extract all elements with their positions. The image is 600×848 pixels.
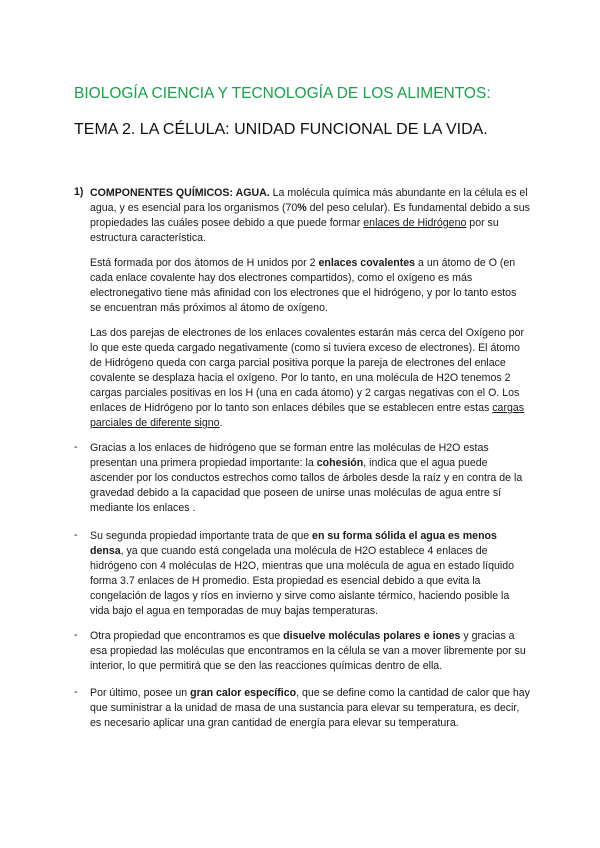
bullet-item-density <box>90 529 530 619</box>
section-number: 1) <box>74 186 84 198</box>
bullet-4-bold: gran calor específico <box>190 687 297 699</box>
bullet-3-post: y gracias a esa propiedad las moléculas que encontramos en la célula se van a mover libremente por su interior, lo que permitirá que se den las reacciones químicas dentro de ella. <box>90 630 526 672</box>
section1-p3-end: . <box>219 417 223 429</box>
bullet-dash: - <box>74 686 78 698</box>
bullet-item-cohesion <box>90 441 530 516</box>
bullet-item-solvent <box>90 629 530 674</box>
bullet-dash: - <box>74 529 78 541</box>
section1-p1-text3: por su estructura característica. <box>90 217 499 244</box>
bullet-3-bold: disuelve moléculas polares e iones <box>283 630 461 642</box>
bullet-2-pre: Su segunda propiedad importante trata de que <box>90 530 313 542</box>
document-title: BIOLOGÍA CIENCIA Y TECNOLOGÍA DE LOS ALIMENTOS: <box>74 85 491 102</box>
bullet-1-pre: Gracias a los enlaces de hidrógeno que se forman entre las moléculas de H2O estas presentan una primera propiedad importante: la <box>90 442 489 469</box>
section1-paragraph-3 <box>90 326 530 431</box>
bullet-1-bold: cohesión <box>316 457 364 469</box>
section1-paragraph-2 <box>90 256 530 316</box>
bullet-4-post: , que se define como la cantidad de calor que hay que suministrar a la unidad de masa de una sustancia para elevar su temperatura, es decir, es necesario aplicar una gran cantidad de energía para elevar su temperatura. <box>90 687 530 729</box>
section1-p1-bold: % <box>297 202 307 214</box>
bullet-dash: - <box>74 441 78 453</box>
partial-charges-link: cargas parciales de diferente signo <box>90 402 525 429</box>
section1-paragraph-1 <box>90 186 530 246</box>
bullet-item-specific-heat <box>90 686 530 731</box>
bullet-dash: - <box>74 629 78 641</box>
bullet-4-pre: Por último, posee un <box>90 687 191 699</box>
bullet-2-post: , ya que cuando está congelada una molécula de H2O establece 4 enlaces de hidrógeno con 4 moléculas de H2O, mientras que una molécula de agua en estado líquido forma 3.7 enlaces de H promedio. Esta propiedad es esencial debido a que evita la congelación de lagos y ríos en invierno y sirve como aislante térmico, haciendo posible la vida bajo el agua en temporadas de muy bajas temperaturas. <box>90 545 515 617</box>
section1-p1-text2: del peso celular). Es fundamental debido a sus propiedades las cuáles posee debido a que puede formar <box>90 202 530 229</box>
section1-p3-text: Las dos parejas de electrones de los enlaces covalentes estarán más cerca del Oxígeno por lo que este queda cargado negativamente (como si tuviera exceso de electrones). El átomo de Hidrógeno queda con carga parcial positiva porque la pareja de electrones del enlace covalente se desplaza hacia el oxígeno. Por lo tanto, en una molécula de H2O tenemos 2 cargas parciales positivas en los H (una en cada átomo) y 2 cargas negativas con el O. Los enlaces de Hidrógeno por lo tanto son enlaces débiles que se establecen entre estas <box>90 327 525 414</box>
section1-p2-bold: enlaces covalentes <box>318 257 416 269</box>
section1-p1-text: La molécula química más abundante en la célula es el agua, y es esencial para los organismos (70 <box>90 187 528 214</box>
hydrogen-bond-link: enlaces de Hidrógeno <box>363 217 467 229</box>
section1-p2-text2: a un átomo de O (en cada enlace covalente hay dos electrones compartidos), como el oxígeno es más electronegativo tiene más afinidad con los electrones que el hidrógeno, y por lo tanto estos se encuentran más próximos al átomo de oxígeno. <box>90 257 517 314</box>
bullet-2-bold: en su forma sólida el agua es menos densa <box>90 530 497 557</box>
section1-p2-text: Está formada por dos átomos de H unidos por 2 <box>90 257 319 269</box>
section1-heading: COMPONENTES QUÍMICOS: AGUA. <box>90 187 270 199</box>
bullet-1-post: , indica que el agua puede ascender por los conductos estrechos como tallos de árboles desde la raíz y en contra de la gravedad debido a la capacidad que poseen de unirse unas moléculas de agua entre sí mediante los enlaces . <box>90 457 523 514</box>
bullet-3-pre: Otra propiedad que encontramos es que <box>90 630 284 642</box>
document-subtitle: TEMA 2. LA CÉLULA: UNIDAD FUNCIONAL DE LA VIDA. <box>74 121 488 138</box>
